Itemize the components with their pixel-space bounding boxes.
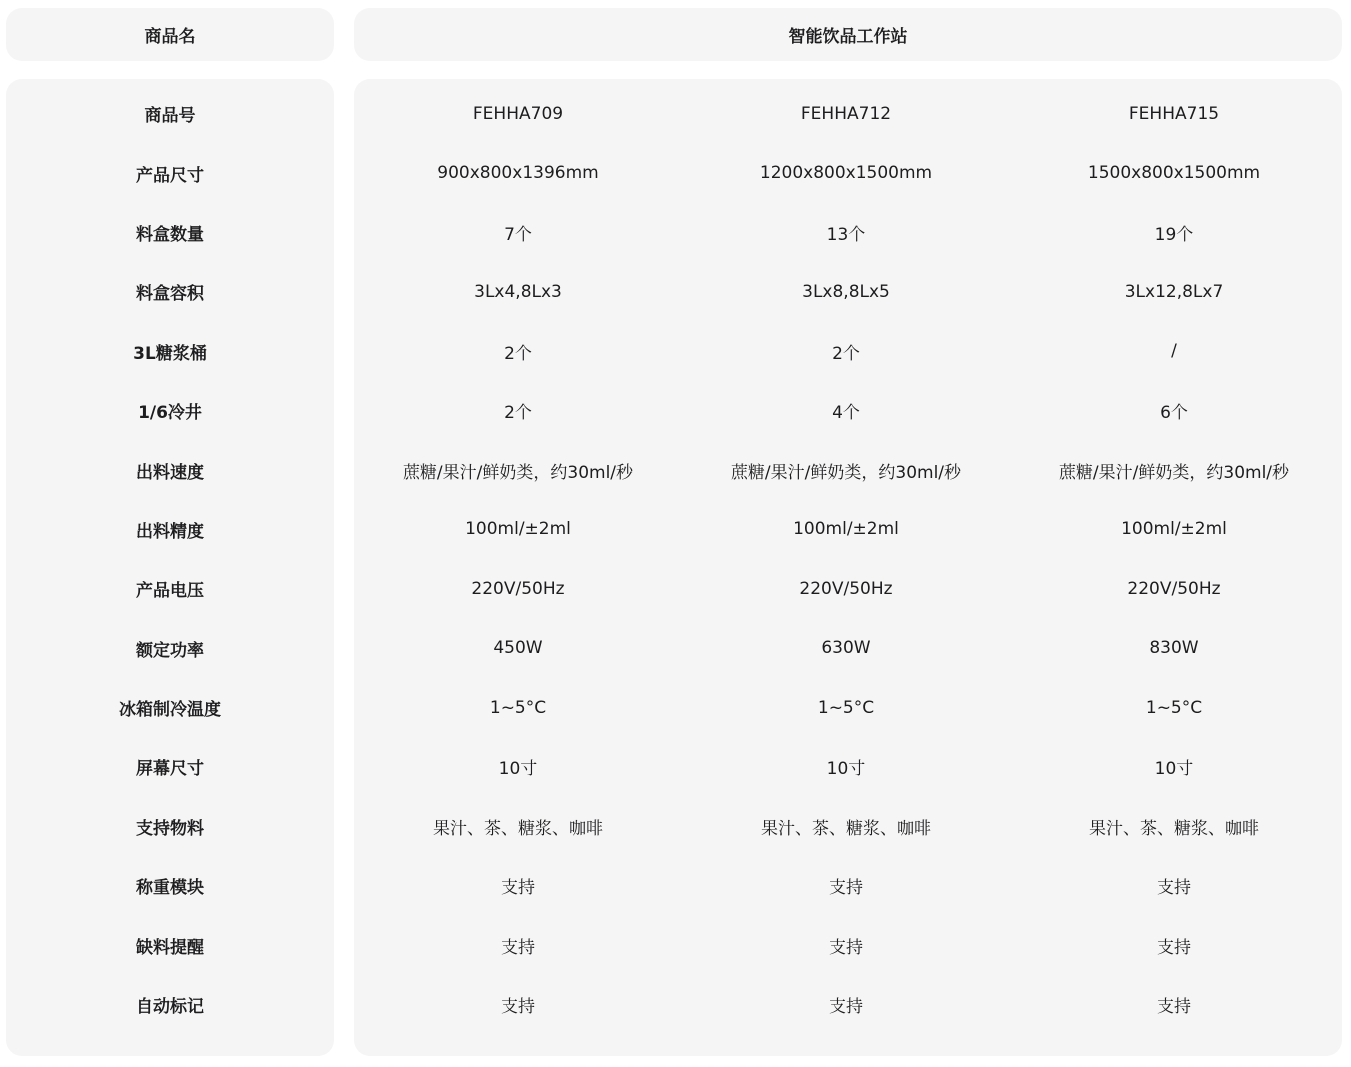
spec-label-row	[6, 559, 334, 618]
spec-label-row	[6, 797, 334, 856]
spec-value-cell: 830W	[1149, 638, 1199, 659]
spec-label: 1/6冷井	[138, 403, 202, 424]
spec-value-row	[354, 440, 1342, 499]
spec-value-row	[354, 975, 1342, 1034]
spec-label-row	[6, 322, 334, 381]
spec-label: 冰箱制冷温度	[119, 700, 221, 721]
spec-label-row	[6, 619, 334, 678]
spec-label-row	[6, 975, 334, 1034]
spec-value-cell: 4个	[832, 403, 860, 424]
spec-label: 额定功率	[136, 640, 204, 661]
spec-value-cell: 2个	[504, 343, 532, 364]
spec-label: 出料速度	[136, 462, 204, 483]
spec-value-cell: 220V/50Hz	[1127, 578, 1221, 599]
spec-label: 料盒容积	[136, 284, 204, 305]
spec-value-cell: 支持	[1157, 878, 1191, 899]
spec-label-row	[6, 915, 334, 974]
spec-value-cell: 7个	[504, 224, 532, 245]
spec-value-cell: 10寸	[826, 759, 866, 780]
spec-label: 支持物料	[136, 818, 204, 839]
spec-value-cell: 900x800x1396mm	[437, 163, 599, 184]
header-label: 商品名	[144, 27, 196, 47]
spec-label-row	[6, 381, 334, 440]
spec-value-cell: 220V/50Hz	[471, 578, 565, 599]
spec-value-row	[354, 915, 1342, 974]
spec-value-cell: 支持	[501, 937, 535, 958]
spec-value-cell: 支持	[829, 997, 863, 1018]
spec-value-cell: 450W	[493, 638, 543, 659]
spec-value-cell: FEHHA715	[1128, 103, 1220, 124]
spec-label-row	[6, 262, 334, 321]
spec-label: 出料精度	[136, 521, 204, 542]
spec-value-cell: 10寸	[498, 759, 538, 780]
spec-label-column	[6, 79, 334, 1056]
spec-label: 缺料提醒	[136, 937, 204, 958]
spec-label: 商品号	[144, 106, 196, 127]
spec-value-cell: 3Lx8,8Lx5	[802, 281, 890, 302]
spec-label-row	[6, 856, 334, 915]
spec-value-cell: FEHHA712	[800, 103, 892, 124]
spec-value-row	[354, 381, 1342, 440]
spec-value-cell: FEHHA709	[472, 103, 564, 124]
spec-label: 产品电压	[136, 581, 204, 602]
spec-value-row	[354, 619, 1342, 678]
spec-value-cell: 支持	[829, 878, 863, 899]
spec-label: 自动标记	[136, 997, 204, 1018]
spec-label-row	[6, 678, 334, 737]
spec-value-row	[354, 797, 1342, 856]
spec-value-row	[354, 203, 1342, 262]
spec-value-row	[354, 143, 1342, 202]
spec-label-row	[6, 84, 334, 143]
spec-value-cell: 100ml/±2ml	[1121, 519, 1227, 540]
spec-value-row	[354, 559, 1342, 618]
spec-value-cell: 支持	[501, 997, 535, 1018]
spec-value-cell: 蔗糖/果汁/鲜奶类，约30ml/秒	[1058, 462, 1290, 483]
spec-label: 料盒数量	[136, 224, 204, 245]
spec-value-cell: 6个	[1160, 403, 1188, 424]
spec-value-cell: 果汁、茶、糖浆、咖啡	[1089, 818, 1259, 839]
spec-value-cell: 支持	[1157, 937, 1191, 958]
spec-value-cell: 蔗糖/果汁/鲜奶类，约30ml/秒	[402, 462, 634, 483]
header-label-cell	[6, 8, 334, 61]
spec-value-cell: 3Lx4,8Lx3	[474, 281, 562, 302]
spec-label-row	[6, 143, 334, 202]
spec-value-cell: 1~5°C	[817, 697, 875, 718]
spec-value-cell: 支持	[1157, 997, 1191, 1018]
spec-value-row	[354, 856, 1342, 915]
spec-value-cell: 支持	[829, 937, 863, 958]
spec-value-cell: 支持	[501, 878, 535, 899]
spec-value-table	[354, 79, 1342, 1056]
spec-value-cell: 1200x800x1500mm	[759, 163, 933, 184]
spec-value-cell: 10寸	[1154, 759, 1194, 780]
spec-value-row	[354, 262, 1342, 321]
spec-value-cell: 1500x800x1500mm	[1087, 163, 1261, 184]
spec-label-row	[6, 203, 334, 262]
spec-value-cell: 3Lx12,8Lx7	[1124, 281, 1224, 302]
spec-label: 产品尺寸	[136, 165, 204, 186]
spec-value-cell: 13个	[826, 224, 866, 245]
spec-value-cell: 果汁、茶、糖浆、咖啡	[761, 818, 931, 839]
spec-value-cell: 1~5°C	[1145, 697, 1203, 718]
spec-value-row	[354, 322, 1342, 381]
spec-value-cell: /	[1171, 341, 1177, 362]
spec-value-row	[354, 84, 1342, 143]
spec-label-list	[6, 84, 334, 1034]
product-title: 智能饮品工作站	[788, 27, 908, 47]
spec-label-row	[6, 500, 334, 559]
spec-value-row	[354, 678, 1342, 737]
spec-value-cell: 1~5°C	[489, 697, 547, 718]
spec-value-cell: 220V/50Hz	[799, 578, 893, 599]
header-title-cell	[354, 8, 1342, 61]
spec-value-cell: 19个	[1154, 224, 1194, 245]
spec-value-list	[354, 84, 1342, 1034]
spec-label: 3L糖浆桶	[133, 343, 207, 364]
spec-value-cell: 2个	[832, 343, 860, 364]
spec-value-cell: 2个	[504, 403, 532, 424]
spec-label: 屏幕尺寸	[136, 759, 204, 780]
spec-value-row	[354, 500, 1342, 559]
spec-value-cell: 630W	[821, 638, 871, 659]
spec-label-row	[6, 737, 334, 796]
spec-value-cell: 蔗糖/果汁/鲜奶类，约30ml/秒	[730, 462, 962, 483]
spec-label-row	[6, 440, 334, 499]
spec-value-row	[354, 737, 1342, 796]
spec-value-cell: 100ml/±2ml	[465, 519, 571, 540]
spec-value-cell: 100ml/±2ml	[793, 519, 899, 540]
spec-value-cell: 果汁、茶、糖浆、咖啡	[433, 818, 603, 839]
spec-label: 称重模块	[136, 878, 204, 899]
